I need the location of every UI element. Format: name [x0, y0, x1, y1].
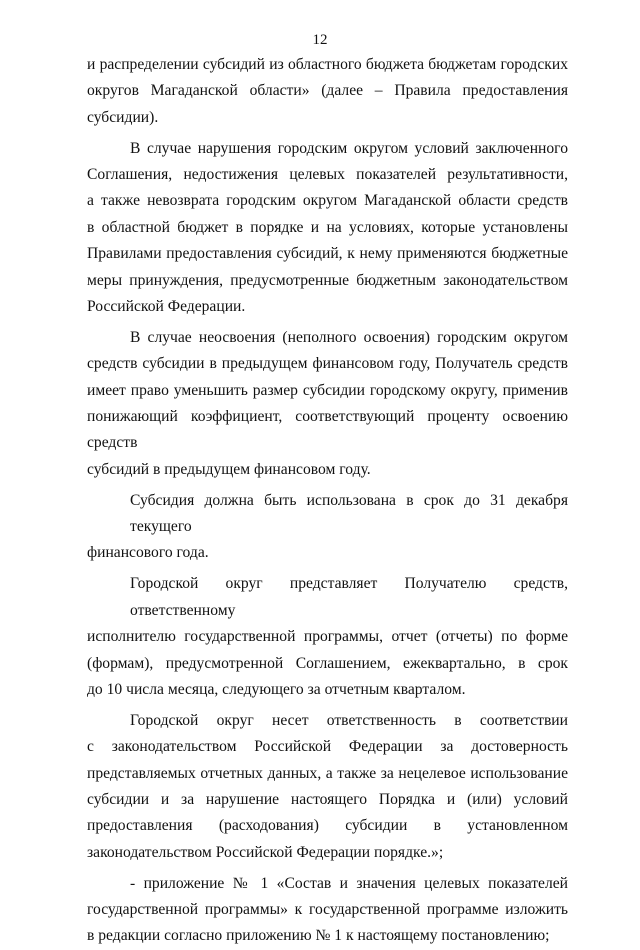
document-body — [87, 52, 568, 950]
text-line: в областной бюджет в порядке и на условиях, которые установлены — [87, 218, 568, 236]
text-line: субсидий в предыдущем финансовом году. — [87, 460, 371, 478]
text-line: субсидии и за нарушение настоящего Порядка и (или) условий — [87, 790, 568, 808]
text-line: Соглашения, недостижения целевых показателей результативности, — [87, 166, 568, 184]
text-line: Правилами предоставления субсидий, к нему применяются бюджетные — [87, 245, 568, 263]
text-line: представляемых отчетных данных, а также за нецелевое использование — [87, 764, 568, 782]
text-line: до 10 числа месяца, следующего за отчетным кварталом. — [87, 680, 466, 698]
text-line: В случае нарушения городским округом условий заключенного — [130, 139, 568, 157]
paragraph-violation-measures — [87, 136, 568, 321]
text-line: предоставления (расходования) субсидии в установленном — [87, 817, 568, 835]
text-line: (формам), предусмотренной Соглашением, ежеквартально, в срок — [87, 654, 568, 672]
text-line: государственной программы» к государственной программе изложить — [87, 900, 568, 918]
text-line: меры принуждения, предусмотренные бюджетным законодательством — [87, 271, 568, 289]
text-line: исполнителю государственной программы, отчет (отчеты) по форме — [87, 628, 568, 646]
text-line: В случае неосвоения (неполного освоения) городским округом — [130, 328, 568, 346]
text-line: понижающий коэффициент, соответствующий проценту освоению средств — [87, 408, 568, 452]
text-line: и распределении субсидий из областного бюджета бюджетам городских — [87, 56, 568, 73]
text-line: Субсидия должна быть использована в срок до 31 декабря текущего — [130, 491, 568, 536]
paragraph-appendix-amendment — [87, 871, 568, 950]
text-line: - приложение № 1 «Состав и значения целевых показателей — [130, 874, 568, 892]
page-number: 12 — [312, 32, 328, 48]
text-line: средств субсидии в предыдущем финансовом году, Получатель средств — [87, 355, 568, 373]
text-line: финансового года. — [87, 544, 209, 562]
text-line: субсидии). — [87, 108, 159, 126]
text-line: имеет право уменьшить размер субсидии городскому округу, применив — [87, 381, 568, 399]
text-line: Городской округ несет ответственность в соответствии — [130, 711, 568, 729]
paragraph-responsibility — [87, 708, 568, 866]
paragraph-non-utilization — [87, 325, 568, 483]
text-line: а также невозврата городским округом Магаданской области средств — [87, 192, 568, 210]
text-line: с законодательством Российской Федерации за достоверность — [87, 738, 568, 756]
text-line: Российской Федерации. — [87, 298, 246, 316]
text-line: в редакции согласно приложению № 1 к настоящему постановлению; — [87, 927, 550, 945]
text-line: законодательством Российской Федерации порядке.»; — [87, 843, 444, 861]
text-line: Городской округ представляет Получателю средств, ответственному — [130, 575, 568, 619]
paragraph-rules-reference — [87, 52, 568, 131]
paragraph-usage-deadline — [87, 488, 568, 567]
paragraph-reporting — [87, 571, 568, 703]
text-line: округов Магаданской области» (далее – Правила предоставления — [87, 82, 568, 100]
